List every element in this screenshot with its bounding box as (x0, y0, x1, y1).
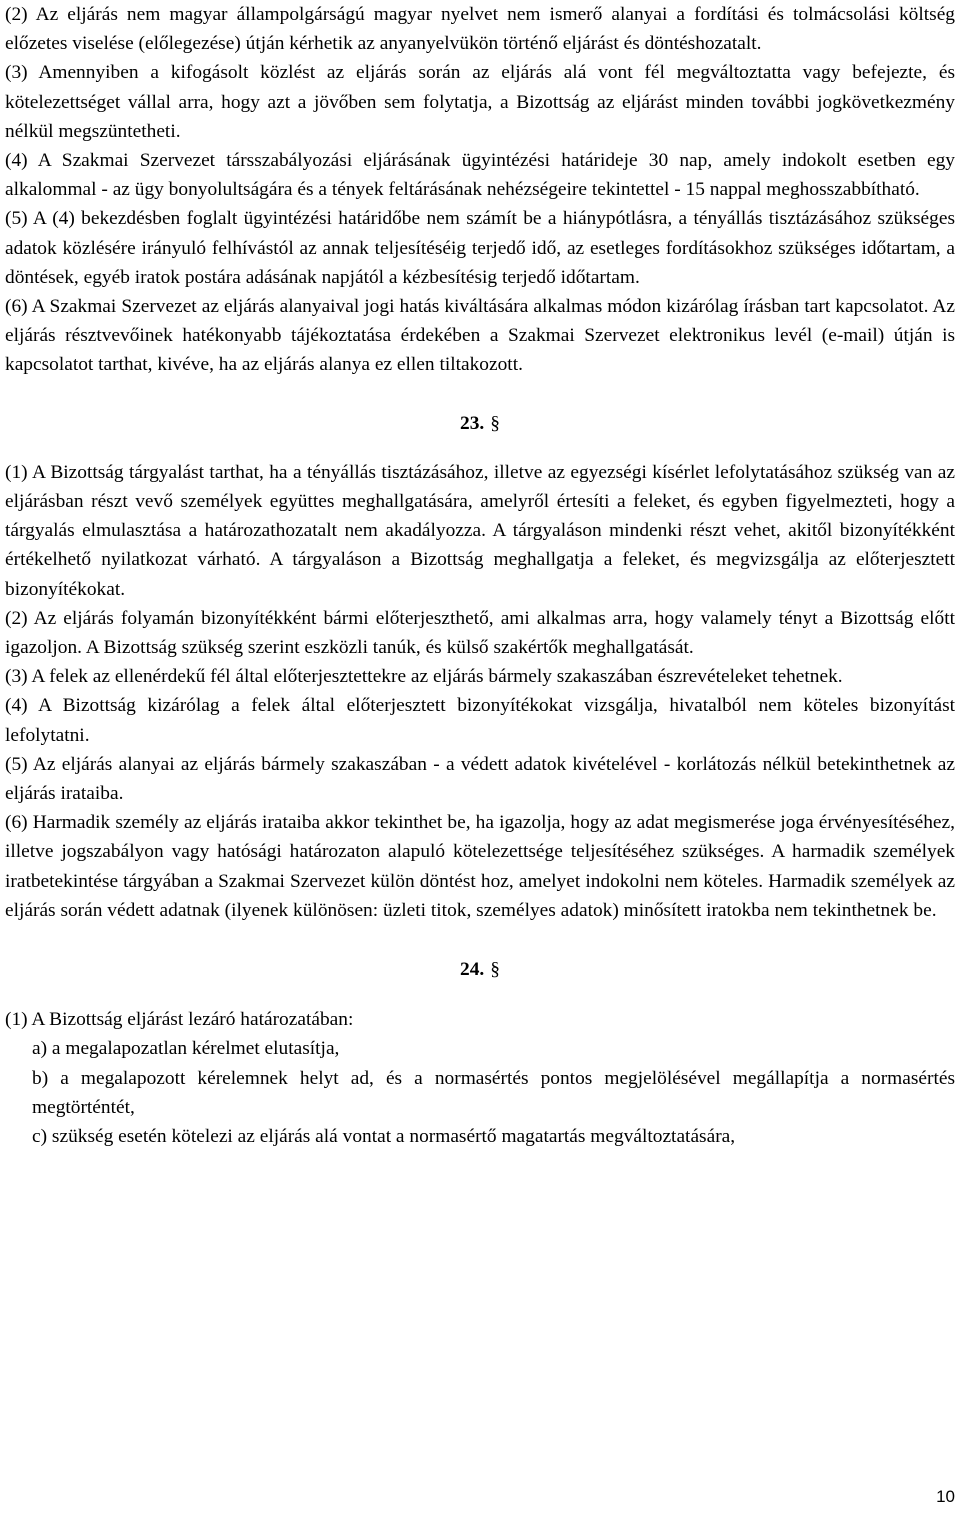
page-number: 10 (936, 1487, 955, 1506)
section-23-paragraph-3: (3) A felek az ellenérdekű fél által előterjesztettekre az eljárás bármely szakaszában észrevételeket tehetnek. (5, 666, 843, 688)
section-number: 23. (460, 412, 485, 434)
document-page (5, 0, 955, 1151)
paragraph-2: (2) Az eljárás nem magyar állampolgárságú magyar nyelvet nem ismerő alanyai a fordítási és tolmácsolási költség előzetes viselése (előlegezése) útján kérhetik az anyanyelvükön történő eljárást és döntéshozatalt. (5, 4, 955, 55)
paragraph-5: (5) A (4) bekezdésben foglalt ügyintézési határidőbe nem számít be a hiánypótlásra, a tényállás tisztázásához szükséges adatok közlésére irányuló felhívástól az annak teljesítéséig terjedő idő, az esetleges fordításokhoz szükséges időtartam, a döntések, egyéb iratok postára adásának napjától a kézbesítésig terjedő időtartam. (5, 208, 955, 288)
paragraph-6: (6) A Szakmai Szervezet az eljárás alanyaival jogi hatás kiváltására alkalmas módon kizárólag írásban tart kapcsolatot. Az eljárás résztvevőinek hatékonyabb tájékoztatása érdekében a Szakmai Szervezet elektronikus levél (e-mail) útján is kapcsolatot tarthat, kivéve, ha az eljárás alanya ez ellen tiltakozott. (5, 296, 955, 376)
section-number: 24. (460, 959, 485, 981)
list-item-a: a) a megalapozatlan kérelmet elutasítja, (32, 1038, 340, 1060)
section-23-paragraph-2: (2) Az eljárás folyamán bizonyítékként bármi előterjeszthető, ami alkalmas arra, hogy valamely tényt a Bizottság előtt igazoljon. A Bizottság szükség szerint eszközli tanúk, és külső szakértők meghallgatását. (5, 607, 955, 659)
spacer (5, 438, 955, 458)
section-symbol: § (490, 959, 500, 981)
spacer (5, 984, 955, 1005)
spacer (5, 925, 955, 955)
section-23-paragraph-6: (6) Harmadik személy az eljárás irataiba akkor tekinthet be, ha igazolja, hogy az adat megismerése joga érvényesítéséhez, illetve jogszabályon vagy hatósági határozaton alapuló kötelezettsége teljesítéséhez szükséges. A harmadik személyek iratbetekintése tárgyában a Szakmai Szervezet külön döntést hoz, amelyet indokolni nem köteles. Harmadik személyek az eljárás során védett adatnak (ilyenek különösen: üzleti titok, személyes adatok) minősített iratokba nem tekinthetnek be. (5, 812, 955, 921)
spacer (5, 380, 955, 409)
section-heading-24 (5, 955, 955, 984)
section-23-paragraph-4: (4) A Bizottság kizárólag a felek által előterjesztett bizonyítékokat vizsgálja, hivatalból nem köteles bizonyítást lefolytatni. (5, 695, 955, 746)
section-24-paragraph-1: (1) A Bizottság eljárást lezáró határozatában: (5, 1009, 354, 1031)
paragraph-3: (3) Amennyiben a kifogásolt közlést az eljárás során az eljárás alá vont fél megváltoztatta vagy befejezte, és kötelezettséget vállal arra, hogy azt a jövőben sem folytatja, a Bizottság az eljárást minden további jogkövetkezmény nélkül megszüntetheti. (5, 62, 955, 142)
paragraph-4: (4) A Szakmai Szervezet társszabályozási eljárásának ügyintézési határideje 30 nap, amely indokolt esetben egy alkalommal - az ügy bonyolultságára és a tények feltárásának nehézségeire tekintettel - 15 nappal meghosszabbítható. (5, 150, 955, 201)
list-item-c: c) szükség esetén kötelezi az eljárás alá vontat a normasértő magatartás megváltoztatására, (32, 1126, 736, 1148)
section-symbol: § (490, 412, 500, 434)
list-item-b: b) a megalapozott kérelemnek helyt ad, és a normasértés pontos megjelölésével megállapítja a normasértés megtörténtét, (32, 1067, 955, 1118)
section-23-paragraph-1: (1) A Bizottság tárgyalást tarthat, ha a tényállás tisztázásához, illetve az egyezségi kísérlet lefolytatásához szükség van az eljárásban részt vevő személyek együttes meghallgatására, amelyről értesíti a feleket, és egyben figyelmezteti, hogy a tárgyalás elmulasztása a határozathozatalt nem akadályozza. A tárgyaláson mindenki részt vehet, akitől bizonyítékként értékelhető nyilatkozat várható. A tárgyaláson a Bizottság meghallgatja a feleket, és megvizsgálja az előterjesztett bizonyítékokat. (5, 461, 955, 600)
section-heading-23 (5, 409, 955, 438)
section-23-paragraph-5: (5) Az eljárás alanyai az eljárás bármely szakaszában - a védett adatok kivételével - korlátozás nélkül betekinthetnek az eljárás irataiba. (5, 753, 955, 805)
